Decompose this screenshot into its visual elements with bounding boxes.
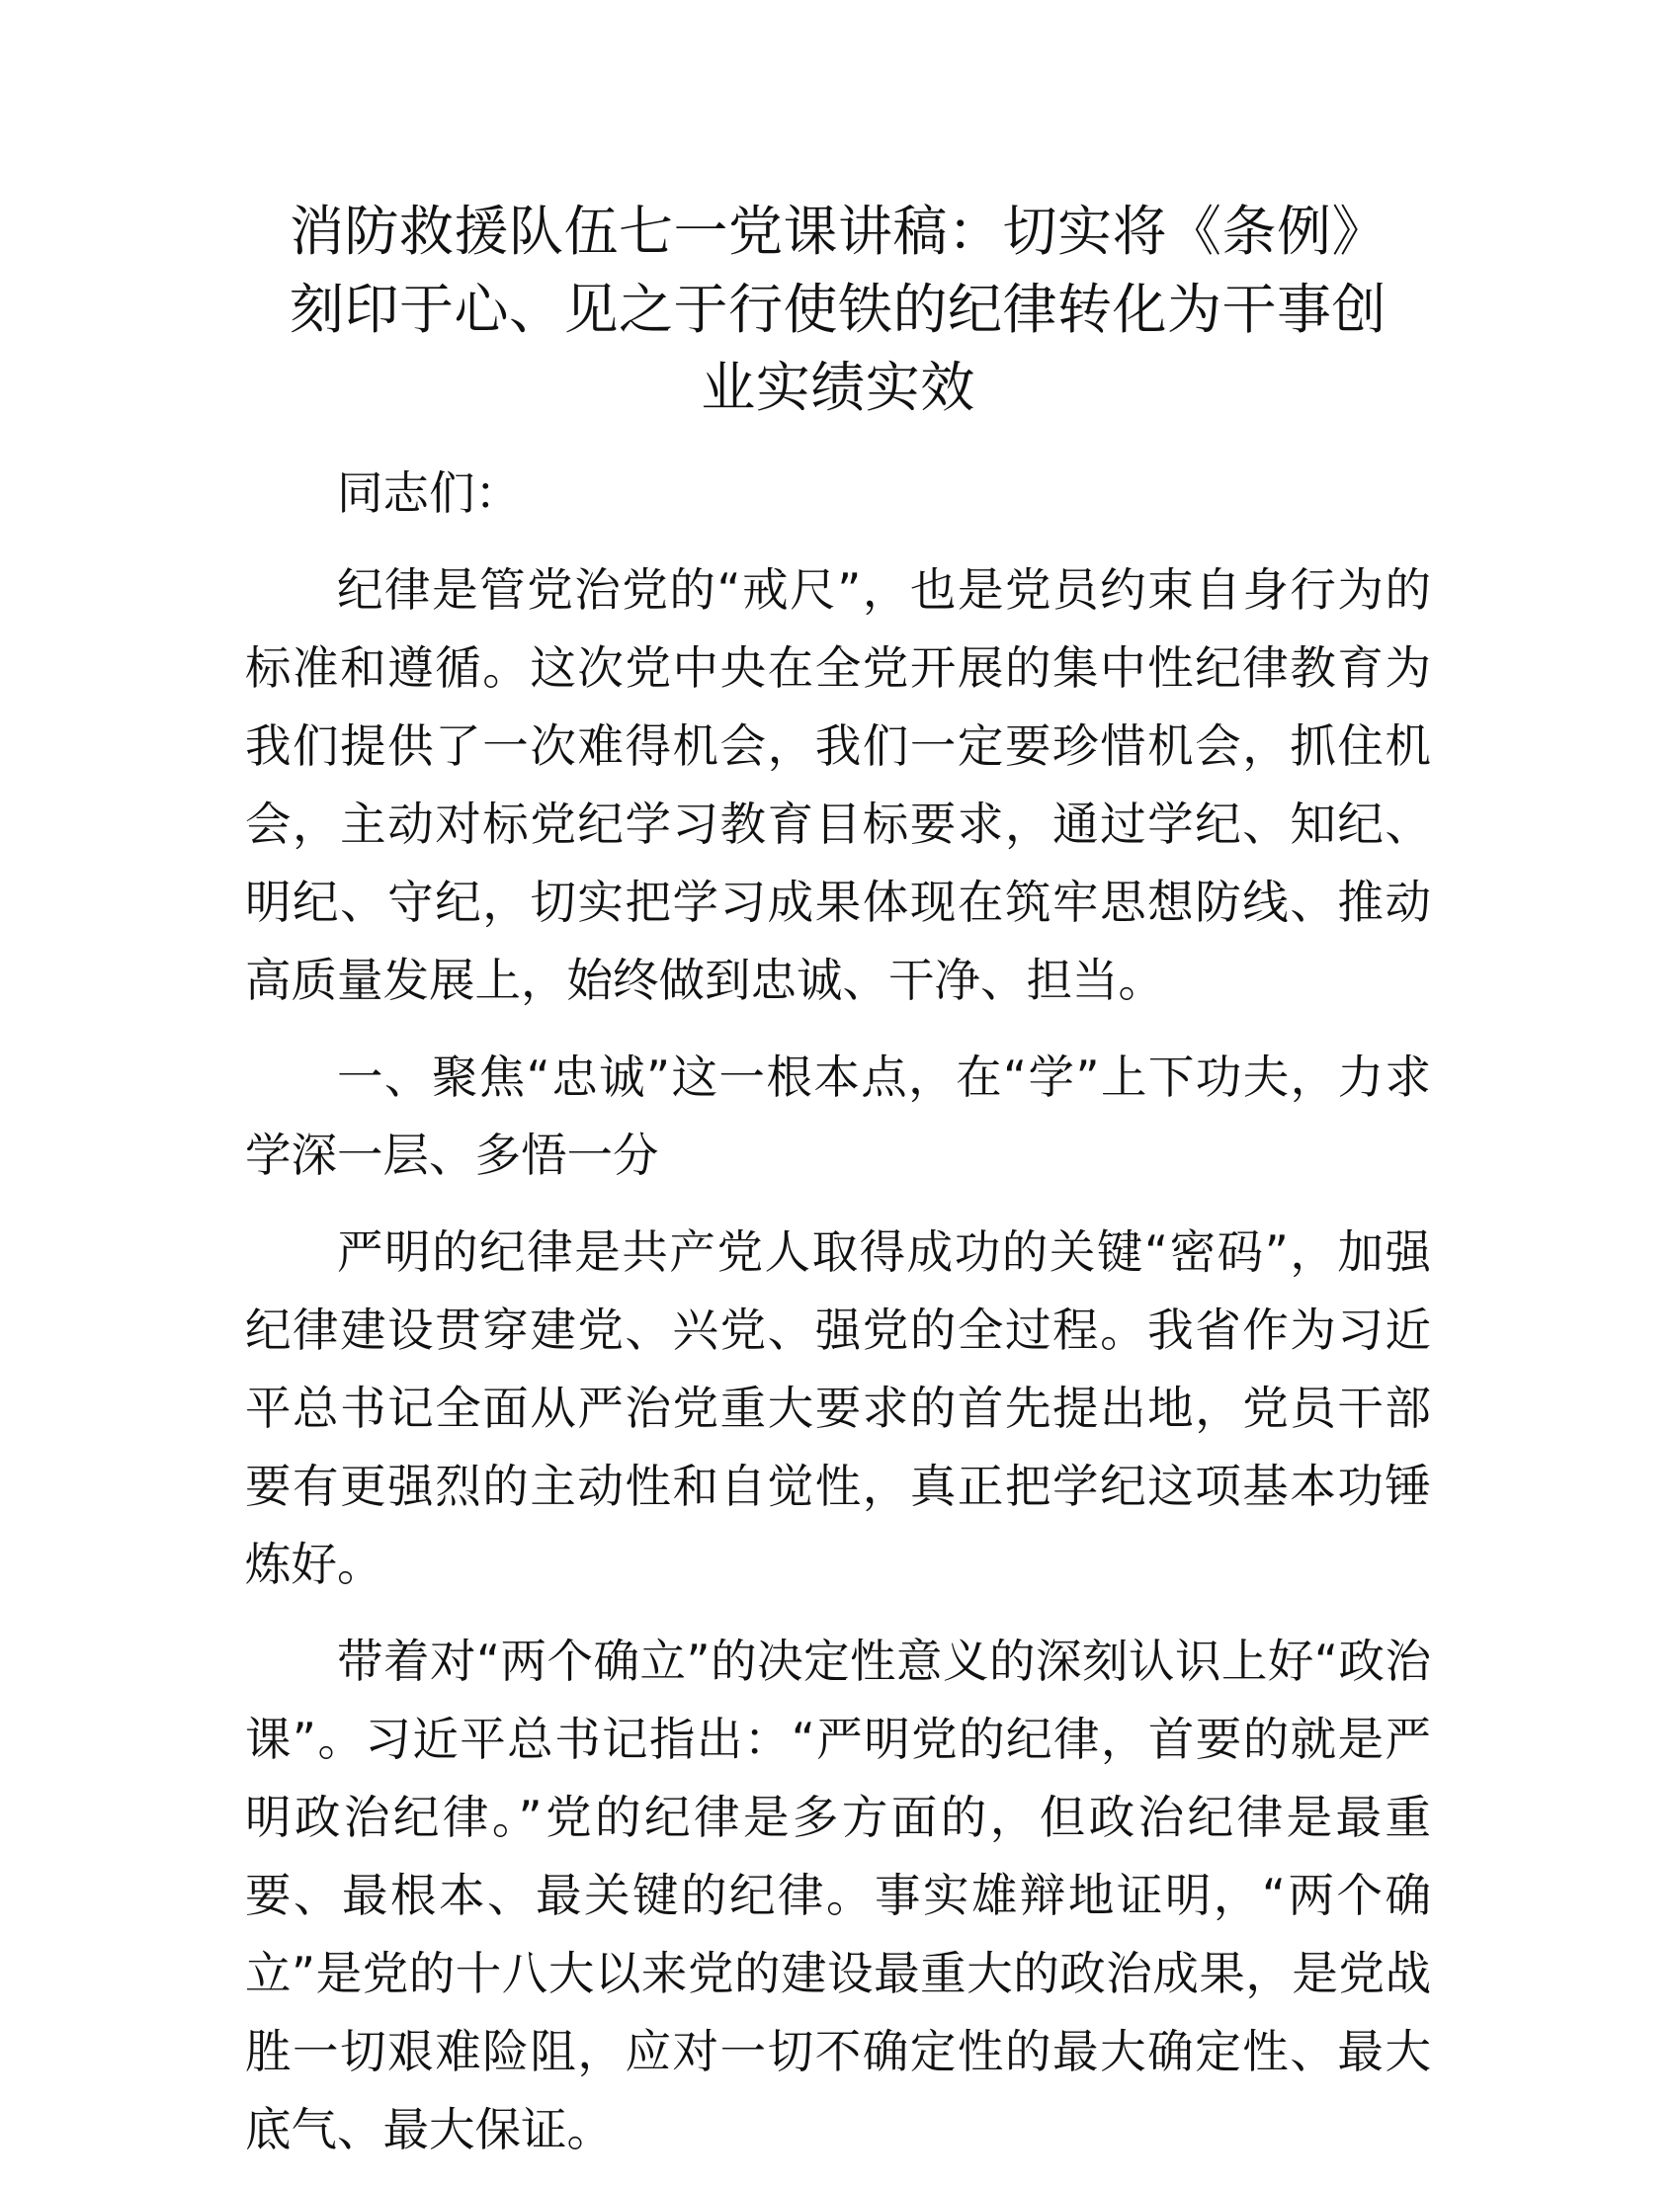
- paragraph-political-lesson: 带着对“两个确立”的决定性意义的深刻认识上好“政治课”。习近平总书记指出：“严明党的纪律，首要的就是严明政治纪律。”党的纪律是多方面的，但政治纪律是最重要、最根本、最关键的纪律。事实雄辩地证明，“两个确立”是党的十八大以来党的建设最重大的政治成果，是党战胜一切艰难险阻，应对一切不确定性的最大确定性、最大底气、最大保证。: [245, 1635, 1431, 2156]
- document-page: [245, 193, 1431, 2188]
- title-line-2: 刻印于心、见之于行使铁的纪律转化为干事创: [289, 278, 1386, 341]
- title-line-1: 消防救援队伍七一党课讲稿：切实将《条例》: [289, 200, 1386, 263]
- document-title: [245, 193, 1431, 427]
- section-heading-1: 一、聚焦“忠诚”这一根本点，在“学”上下功夫，力求学深一层、多悟一分: [245, 1051, 1431, 1182]
- title-line-3: 业实绩实效: [701, 356, 975, 419]
- paragraph-discipline: 严明的纪律是共产党人取得成功的关键“密码”，加强纪律建设贯穿建党、兴党、强党的全过程。我省作为习近平总书记全面从严治党重大要求的首先提出地，党员干部要有更强烈的主动性和自觉性，真正把学纪这项基本功锤炼好。: [245, 1225, 1431, 1591]
- paragraph-intro: 纪律是管党治党的“戒尺”，也是党员约束自身行为的标准和遵循。这次党中央在全党开展的集中性纪律教育为我们提供了一次难得机会，我们一定要珍惜机会，抓住机会，主动对标党纪学习教育目标要求，通过学纪、知纪、明纪、守纪，切实把学习成果体现在筑牢思想防线、推动高质量发展上，始终做到忠诚、干净、担当。: [245, 563, 1431, 1007]
- greeting: 同志们：: [337, 466, 521, 520]
